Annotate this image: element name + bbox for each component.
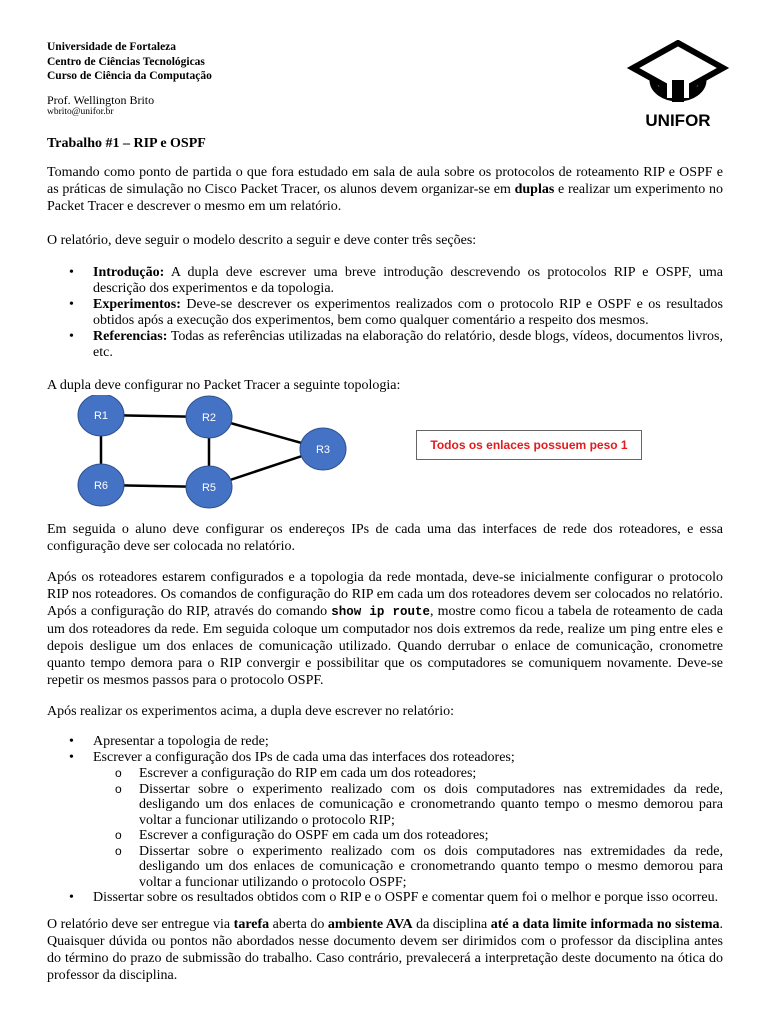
bold-text: tarefa — [233, 917, 270, 932]
task-text: Escrever a configuração dos IPs de cada uma das interfaces dos roteadores; — [93, 750, 515, 765]
router-label: R5 — [201, 482, 217, 494]
institution-line: Curso de Ciência da Computação — [47, 70, 212, 82]
institution-line: Centro de Ciências Tecnológicas — [47, 55, 205, 68]
institution-line: Universidade de Fortaleza — [47, 41, 177, 53]
text-run: aberta do — [269, 917, 328, 932]
topology-nodes — [78, 395, 346, 508]
router-label: R3 — [315, 444, 331, 456]
header — [47, 40, 723, 130]
list-item: • Apresentar a topologia de rede; — [47, 734, 723, 750]
text-run: e realizar um experimento no Packet Tracer e descrever o mesmo em um relatório. — [47, 182, 723, 214]
list-item — [47, 329, 723, 361]
section-label: Referencias: — [93, 329, 168, 344]
section-text: Deve-se descrever os experimentos realizados com o protocolo RIP e OSPF e os resultados obtidos após a execução dos experimentos, bem como qualquer comentário a respeito dos mesmos. — [93, 297, 723, 328]
document-page — [47, 40, 723, 983]
list-item — [47, 297, 723, 329]
section-text: A dupla deve escrever uma breve introdução descrevendo os protocolos RIP e OSPF, uma descrição dos experimentos e da topologia. — [93, 265, 723, 296]
router-label: R1 — [93, 410, 109, 422]
text-run: . Quaisquer dúvida ou pontos não abordados nesse documento devem ser dirimidos com o professor da disciplina antes do término do prazo de submissão do trabalho. Caso contrário, prevalecerá a interpretação deste documento na ótica do professor da disciplina. — [47, 917, 723, 983]
router-label: R2 — [201, 412, 217, 424]
command-text: show ip route — [331, 605, 430, 619]
section-label: Experimentos: — [93, 297, 181, 312]
tasks-list — [47, 734, 723, 906]
router-label: R6 — [93, 480, 109, 492]
section-text: Todas as referências utilizadas na elaboração do relatório, desde blogs, vídeos, documentos livros, etc. — [93, 329, 723, 360]
bold-text: duplas — [514, 182, 555, 197]
bold-text: até a data limite informada no sistema — [490, 917, 720, 932]
bold-text: ambiente AVA — [327, 917, 413, 932]
section-label: Introdução: — [93, 265, 165, 280]
logo-text: UNIFOR — [645, 111, 711, 130]
page-title: Trabalho #1 – RIP e OSPF — [47, 136, 206, 151]
config-paragraph: Em seguida o aluno deve configurar os endereços IPs de cada uma das interfaces de rede dos roteadores, e essa configuração deve ser colocada no relatório. — [47, 522, 723, 554]
text-run: , mostre como ficou a tabela de roteamento de cada um dos roteadores da rede. Em seguida coloque um computador nos dois extremos da rede, realize um ping entre eles e depois desligue um dos enlaces de comunicação utilizado. Quando derrubar o enlace de comunicação, cronometre quanto tempo demora para o RIP convergir e possibilitar que os computadores se comuniquem novamente. Deve-se repetir os mesmos passos para o protocolo OSPF. — [47, 604, 723, 688]
text-run: Tomando como ponto de partida o que fora estudado em sala de aula sobre os protocolos de roteamento RIP e OSPF e as práticas de simulação no Cisco Packet Tracer, os alunos devem organizar-se em — [47, 165, 723, 197]
sections-intro: O relatório, deve seguir o modelo descrito a seguir e deve conter três seções: — [47, 233, 477, 248]
text-run: Após os roteadores estarem configurados e a topologia da rede montada, deve-se inicialmente configurar o protocolo RIP nos roteadores. Os comandos de configuração do RIP em cada um dos roteadores devem ser colocados no relatório. Após a configuração do RIP, através do comando — [47, 570, 723, 619]
link-weight-note: Todos os enlaces possuem peso 1 — [416, 430, 642, 460]
topology-intro: A dupla deve configurar no Packet Tracer a seguinte topologia: — [47, 378, 401, 393]
sub-list-item: o Dissertar sobre o experimento realizado com os dois computadores nas extremidades da rede, desligando um dos enlaces de comunicação e cronometrando quanto tempo o mesmo demorou para voltar a funcionar utilizando o protocolo RIP; — [93, 782, 723, 829]
list-item: • Dissertar sobre os resultados obtidos com o RIP e o OSPF e comentar quem foi o melhor e porque isso ocorreu. — [47, 890, 723, 906]
sub-list-item: o Escrever a configuração do OSPF em cada um dos roteadores; — [93, 828, 723, 844]
logo-bar — [672, 80, 684, 102]
sub-list-item: o Escrever a configuração do RIP em cada um dos roteadores; — [93, 766, 723, 782]
intro-block — [47, 164, 723, 394]
text-run: da disciplina — [412, 917, 491, 932]
text-run: O relatório deve ser entregue via — [47, 917, 234, 932]
report-intro: Após realizar os experimentos acima, a dupla deve escrever no relatório: — [47, 704, 454, 719]
sub-list — [93, 766, 723, 890]
closing-paragraph — [47, 916, 723, 984]
professor-email: wbrito@unifor.br — [47, 106, 114, 117]
body-block — [47, 521, 723, 984]
intro-paragraph — [47, 164, 723, 215]
procedure-paragraph — [47, 569, 723, 689]
professor-name: Prof. Wellington Brito — [47, 92, 155, 107]
unifor-logo — [623, 40, 733, 130]
sub-list-item: o Dissertar sobre o experimento realizado com os dois computadores nas extremidades da rede, desligando um dos enlaces de comunicação e cronometrando quanto tempo o mesmo demorou para voltar a funcionar utilizando o protocolo OSPF; — [93, 844, 723, 891]
list-item — [47, 750, 723, 890]
list-item — [47, 265, 723, 297]
sections-list — [47, 265, 723, 361]
